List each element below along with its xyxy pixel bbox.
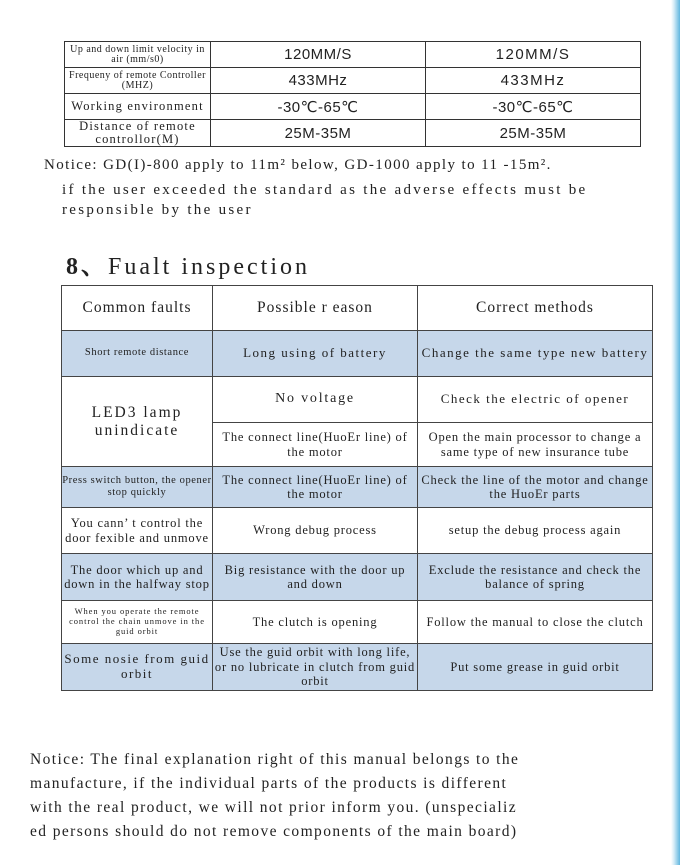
final-notice — [30, 748, 670, 844]
notice-area-limit-continued — [62, 180, 662, 220]
table-header-row — [62, 286, 653, 331]
spec-label: Up and down limit velocity in air (mm/s0) — [65, 42, 211, 68]
spec-value: 433MHz — [426, 68, 641, 94]
method-cell: Follow the manual to close the clutch — [418, 601, 653, 644]
table-row — [62, 467, 653, 508]
reason-cell: Use the guid orbit with long life, or no lubricate in clutch from guid orbit — [213, 644, 418, 691]
table-row — [62, 377, 653, 423]
fault-cell: Press switch button, the opener stop quickly — [62, 467, 213, 508]
spec-row — [65, 120, 641, 147]
method-cell: Change the same type new battery — [418, 331, 653, 377]
fault-table — [61, 285, 653, 691]
table-row — [62, 331, 653, 377]
method-cell: Check the line of the motor and change the HuoEr parts — [418, 467, 653, 508]
section-heading — [66, 246, 310, 281]
fault-cell: When you operate the remote control the chain unmove in the guid orbit — [62, 601, 213, 644]
spec-row — [65, 42, 641, 68]
spec-value: 25M-35M — [426, 120, 641, 147]
reason-cell: The connect line(HuoEr line) of the motor — [213, 467, 418, 508]
notice-line: with the real product, we will not prior inform you. (unspecializ — [30, 799, 518, 816]
reason-cell: No voltage — [213, 377, 418, 423]
spec-label: Distance of remote controllor(M) — [65, 120, 211, 147]
page-edge-accent — [671, 0, 680, 865]
fault-cell: The door which up and down in the halfway stop — [62, 554, 213, 601]
notice-line: if the user exceeded the standard as the adverse effects must be — [62, 182, 588, 198]
fault-cell: Some nosie from guid orbit — [62, 644, 213, 691]
spec-label: Frequeny of remote Controller (MHZ) — [65, 68, 211, 94]
spec-label: Working environment — [65, 94, 211, 120]
fault-cell: You cann’ t control the door fexible and unmove — [62, 508, 213, 554]
spec-value: -30℃-65℃ — [426, 94, 641, 120]
section-number: 8、 — [66, 254, 108, 280]
spec-value: 120MM/S — [426, 42, 641, 68]
spec-value: 433MHz — [211, 68, 426, 94]
section-title: Fualt inspection — [108, 254, 310, 280]
notice-line: ed persons should do not remove components of the main board) — [30, 823, 518, 840]
spec-value: 120MM/S — [211, 42, 426, 68]
reason-cell: The clutch is opening — [213, 601, 418, 644]
reason-cell: Long using of battery — [213, 331, 418, 377]
spec-row — [65, 68, 641, 94]
notice-line: Notice: The final explanation right of this manual belongs to the — [30, 751, 520, 768]
spec-value: 25M-35M — [211, 120, 426, 147]
spec-row — [65, 94, 641, 120]
column-header: Possible r eason — [213, 286, 418, 331]
spec-value: -30℃-65℃ — [211, 94, 426, 120]
fault-cell: LED3 lamp unindicate — [62, 377, 213, 467]
column-header: Correct methods — [418, 286, 653, 331]
notice-line: responsible by the user — [62, 202, 253, 218]
reason-cell: Wrong debug process — [213, 508, 418, 554]
table-row — [62, 644, 653, 691]
table-row — [62, 508, 653, 554]
method-cell: Exclude the resistance and check the balance of spring — [418, 554, 653, 601]
notice-area-limit: Notice: GD(I)-800 apply to 11m² below, GD-1000 apply to 11 -15m². — [44, 157, 552, 173]
method-cell: setup the debug process again — [418, 508, 653, 554]
table-row — [62, 554, 653, 601]
method-cell: Put some grease in guid orbit — [418, 644, 653, 691]
column-header: Common faults — [62, 286, 213, 331]
reason-cell: Big resistance with the door up and down — [213, 554, 418, 601]
table-row — [62, 601, 653, 644]
fault-cell: Short remote distance — [62, 331, 213, 377]
reason-cell: The connect line(HuoEr line) of the motor — [213, 423, 418, 467]
method-cell: Check the electric of opener — [418, 377, 653, 423]
notice-line: manufacture, if the individual parts of the products is different — [30, 775, 508, 792]
method-cell: Open the main processor to change a same type of new insurance tube — [418, 423, 653, 467]
spec-table — [64, 41, 641, 147]
